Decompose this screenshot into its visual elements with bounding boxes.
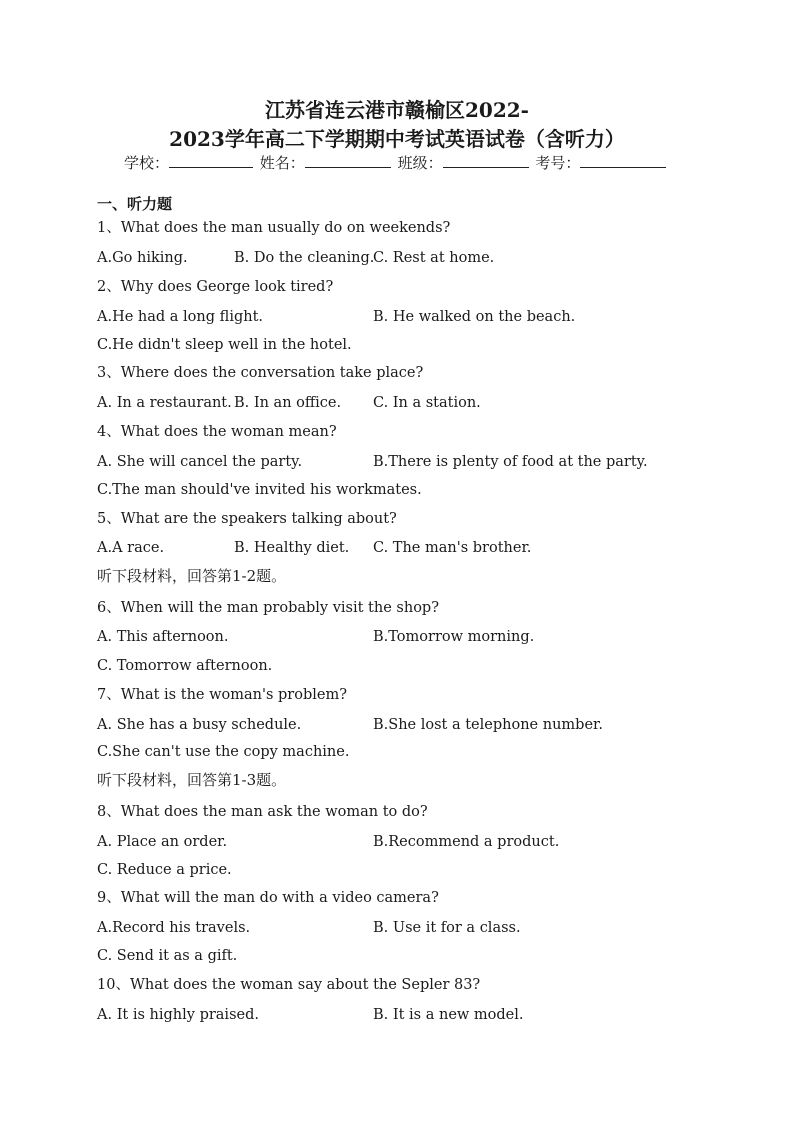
class-blank: [443, 153, 529, 168]
student-info-row: [124, 153, 684, 173]
q1-option-c: C. Rest at home.: [373, 250, 495, 266]
q3-option-c: C. In a station.: [373, 395, 481, 411]
school-blank: [169, 153, 253, 168]
q5-option-b: B. Healthy diet.: [234, 540, 350, 556]
question-1: 1、What does the man usually do on weekends?: [97, 220, 451, 236]
exam-title-line-2: 2023学年高二下学期期中考试英语试卷（含听力）: [169, 127, 625, 151]
q2-option-c: C.He didn't sleep well in the hotel.: [97, 337, 352, 353]
q6-option-b: B.Tomorrow morning.: [373, 629, 535, 645]
q9-option-a: A.Record his travels.: [97, 920, 251, 936]
q5-option-c: C. The man's brother.: [373, 540, 532, 556]
q10-option-a: A. It is highly praised.: [97, 1007, 259, 1023]
q4-option-b: B.There is plenty of food at the party.: [373, 454, 648, 470]
q5-option-a: A.A race.: [97, 540, 165, 556]
question-3: 3、Where does the conversation take place?: [97, 365, 424, 381]
q8-option-c: C. Reduce a price.: [97, 862, 232, 878]
exam-title-line-1: 江苏省连云港市赣榆区2022-: [265, 98, 529, 122]
listening-note-2: 听下段材料，回答第1-3题。: [97, 771, 287, 789]
q7-option-c: C.She can't use the copy machine.: [97, 744, 350, 760]
question-6: 6、When will the man probably visit the shop?: [97, 600, 439, 616]
section-heading: 一、听力题: [97, 195, 173, 213]
q8-option-b: B.Recommend a product.: [373, 834, 560, 850]
q3-option-a: A. In a restaurant.: [97, 395, 232, 411]
q1-option-b: B. Do the cleaning.: [234, 250, 375, 266]
q1-option-a: A.Go hiking.: [97, 250, 188, 266]
number-label: 考号：: [535, 154, 581, 172]
school-label: 学校：: [124, 154, 170, 172]
question-5: 5、What are the speakers talking about?: [97, 511, 397, 527]
name-label: 姓名：: [259, 154, 305, 172]
q6-option-a: A. This afternoon.: [97, 629, 229, 645]
q4-option-a: A. She will cancel the party.: [97, 454, 303, 470]
q7-option-a: A. She has a busy schedule.: [97, 717, 302, 733]
q2-option-b: B. He walked on the beach.: [373, 309, 576, 325]
name-blank: [305, 153, 391, 168]
listening-note-1: 听下段材料，回答第1-2题。: [97, 567, 287, 585]
q2-option-a: A.He had a long flight.: [97, 309, 264, 325]
q8-option-a: A. Place an order.: [97, 834, 228, 850]
q7-option-b: B.She lost a telephone number.: [373, 717, 603, 733]
q4-option-c: C.The man should've invited his workmates.: [97, 482, 422, 498]
question-2: 2、Why does George look tired?: [97, 279, 334, 295]
class-label: 班级：: [397, 154, 443, 172]
q9-option-b: B. Use it for a class.: [373, 920, 521, 936]
q9-option-c: C. Send it as a gift.: [97, 948, 238, 964]
q6-option-c: C. Tomorrow afternoon.: [97, 658, 273, 674]
question-8: 8、What does the man ask the woman to do?: [97, 804, 428, 820]
question-9: 9、What will the man do with a video camera?: [97, 890, 439, 906]
question-4: 4、What does the woman mean?: [97, 424, 337, 440]
q3-option-b: B. In an office.: [234, 395, 342, 411]
question-7: 7、What is the woman's problem?: [97, 687, 347, 703]
number-blank: [580, 153, 666, 168]
q10-option-b: B. It is a new model.: [373, 1007, 524, 1023]
question-10: 10、What does the woman say about the Sepler 83?: [97, 977, 481, 993]
